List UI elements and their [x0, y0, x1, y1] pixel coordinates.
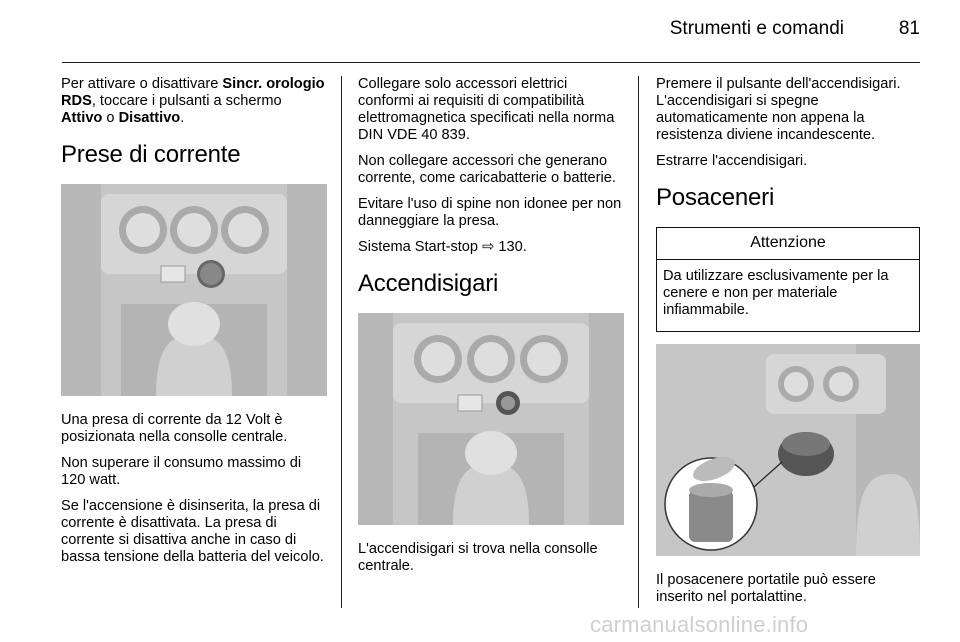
page-number: 81 — [898, 18, 920, 39]
paragraph: Evitare l'uso di spine non idonee per non danneggiare la presa. — [358, 196, 622, 229]
intro-text: . — [180, 110, 185, 126]
section-heading-ashtrays: Posaceneri — [656, 184, 775, 211]
arrow-reference-icon: ⇨ — [482, 239, 499, 255]
paragraph: L'accendisigari si trova nella consolle centrale. — [358, 541, 598, 574]
cross-reference — [358, 239, 624, 256]
header-title: Strumenti e comandi — [669, 18, 844, 39]
paragraph: Non superare il consumo massimo di 120 watt. — [61, 455, 302, 488]
section-heading-power-outlets: Prese di corrente — [61, 141, 241, 168]
caution-title: Attenzione — [657, 228, 919, 260]
option-off: Disattivo — [118, 110, 181, 126]
paragraph: Non collegare accessori che generano corrente, come caricabatterie o batterie. — [358, 153, 616, 186]
cigarette-lighter-photo — [358, 313, 624, 525]
paragraph: Se l'accensione è disinserita, la presa di corrente è disattivata. La presa di corrente si disattiva anche in caso di bassa tensione della batteria del veicolo. — [61, 498, 324, 565]
column-1 — [61, 76, 327, 575]
paragraph: Estrarre l'accendisigari. — [656, 153, 808, 169]
setting-name: Sincr. orologio RDS — [61, 76, 325, 109]
reference-page: 130. — [498, 239, 527, 255]
intro-text: , toccare i pulsanti a schermo — [91, 93, 282, 109]
caution-body — [657, 260, 919, 331]
intro-text: o — [102, 110, 119, 126]
intro-paragraph — [61, 76, 327, 127]
column-2 — [358, 76, 624, 584]
paragraph: Premere il pulsante dell'accendisigari. L'accendisigari si spegne automaticamente non appena la resistenza diviene incandescente. — [656, 76, 901, 143]
watermark-text: carmanualsonline.info — [590, 612, 809, 637]
column-divider — [341, 76, 342, 608]
paragraph: Una presa di corrente da 12 Volt è posizionata nella consolle centrale. — [61, 412, 288, 445]
section-heading-cigarette-lighter: Accendisigari — [358, 270, 499, 297]
caution-text: Da utilizzare esclusivamente per la cenere e non per materiale infiammabile. — [663, 268, 889, 318]
power-outlet-photo — [61, 184, 327, 396]
page-header — [62, 0, 920, 63]
option-on: Attivo — [61, 110, 103, 126]
column-3 — [656, 76, 920, 615]
caution-box — [656, 227, 920, 332]
paragraph: Collegare solo accessori elettrici conformi ai requisiti di compatibilità elettromagnetica specificati nella norma DIN VDE 40 839. — [358, 76, 615, 143]
column-divider — [638, 76, 639, 608]
paragraph: Il posacenere portatile può essere inserito nel portalattine. — [656, 572, 876, 605]
portable-ashtray-photo — [656, 344, 920, 556]
reference-text: Sistema Start-stop — [358, 239, 483, 255]
intro-text: Per attivare o disattivare — [61, 76, 223, 92]
